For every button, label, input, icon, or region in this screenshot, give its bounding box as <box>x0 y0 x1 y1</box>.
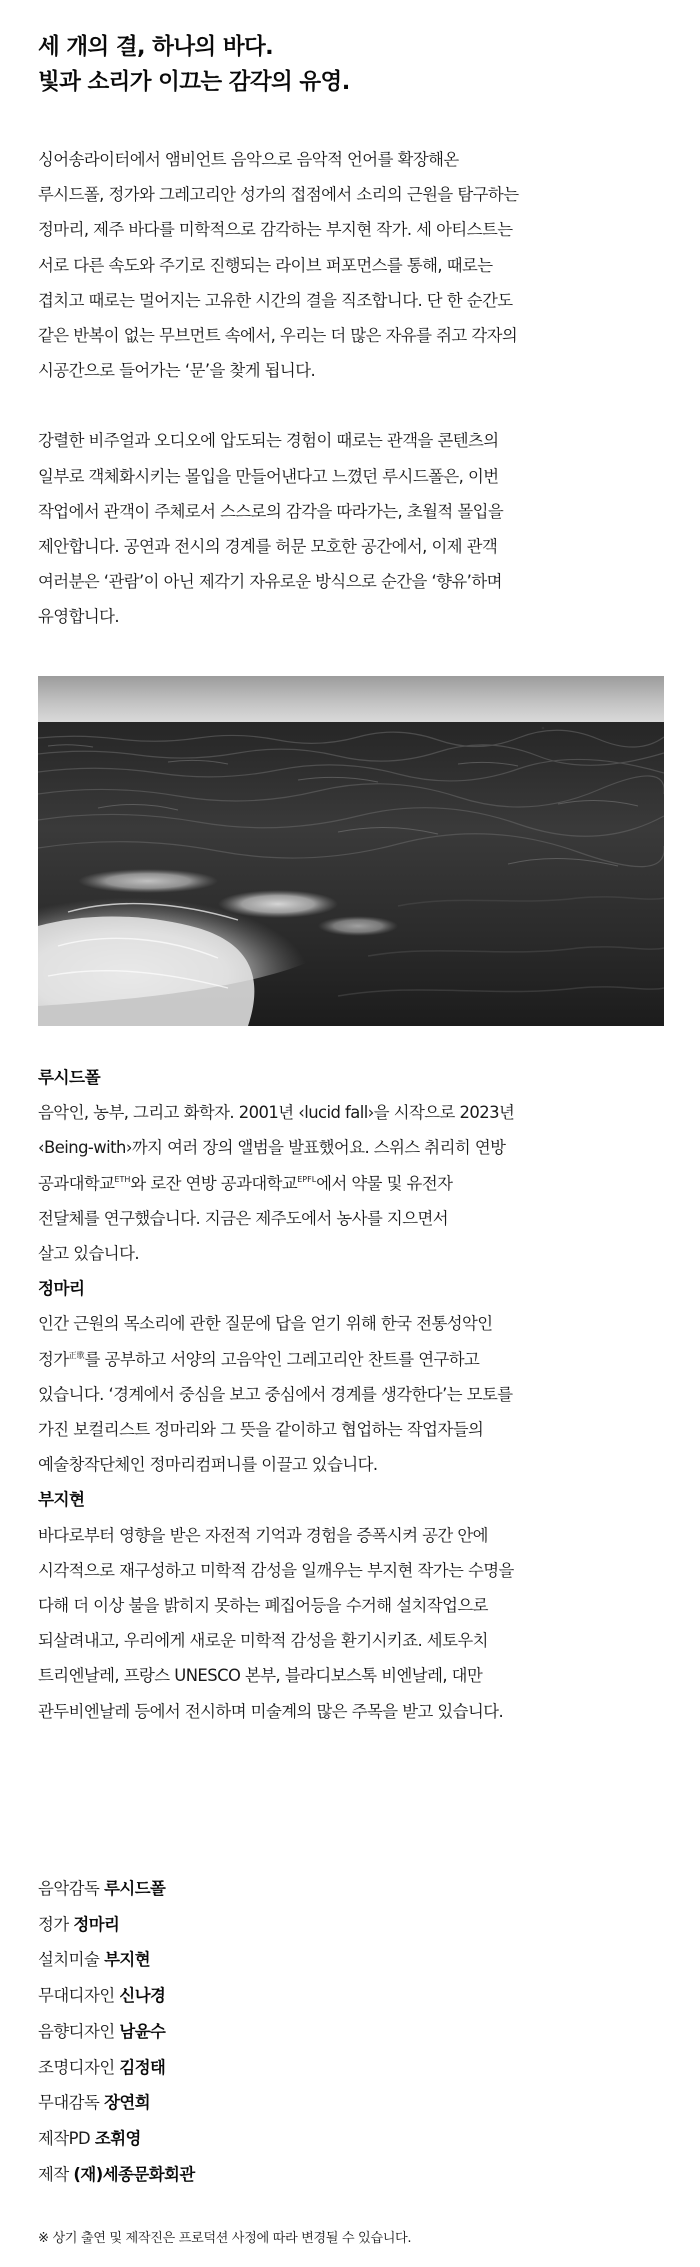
credits-list <box>38 1871 668 2192</box>
intro-line: 같은 반복이 없는 무브먼트 속에서, 우리는 더 많은 자유를 쥐고 각자의 <box>38 326 518 346</box>
headline <box>38 30 668 100</box>
artist-bio <box>38 1306 668 1482</box>
credit-name: 루시드폴 <box>104 1879 166 1898</box>
bio-line: 예술창작단체인 정마리컴퍼니를 이끌고 있습니다. <box>38 1455 378 1475</box>
intro-line: 서로 다른 속도와 주기로 진행되는 라이브 퍼포먼스를 통해, 때로는 <box>38 255 493 275</box>
bio-line: 되살려내고, 우리에게 새로운 미학적 감성을 환기시키죠. 세토우치 <box>38 1631 488 1651</box>
credit-row <box>38 2121 668 2157</box>
intro-line: 싱어송라이터에서 앰비언트 음악으로 음악적 언어를 확장해온 <box>38 150 459 169</box>
change-notice: ※ 상기 출연 및 제작진은 프로덕션 사정에 따라 변경될 수 있습니다. <box>38 2231 412 2246</box>
credit-name: 남윤수 <box>119 2021 166 2041</box>
credit-role: 정가 <box>38 1914 69 1934</box>
credit-role: 제작PD <box>38 2128 91 2148</box>
superscript: ETH <box>114 1174 131 1184</box>
intro-paragraph <box>38 423 668 634</box>
credit-row <box>38 1978 668 2014</box>
credit-name: 장연희 <box>104 2093 151 2113</box>
credit-name: 김정태 <box>119 2057 166 2077</box>
headline-line: 빛과 소리가 이끄는 감각의 유영. <box>38 69 350 95</box>
bio-line: 음악인, 농부, 그리고 화학자. 2001년 ‹lucid fall›을 시작으로 2023년 <box>38 1103 515 1123</box>
bio-line <box>38 1166 668 1201</box>
intro-line: 시공간으로 들어가는 ‘문’을 찾게 됩니다. <box>38 361 316 381</box>
bio-line: 가진 보컬리스트 정마리와 그 뜻을 같이하고 협업하는 작업자들의 <box>38 1420 484 1440</box>
credit-row <box>38 1871 668 1907</box>
credit-role: 조명디자인 <box>38 2057 115 2077</box>
bio-text: 정가 <box>38 1349 69 1369</box>
intro-paragraph <box>38 142 668 388</box>
bio-text: 에서 약물 및 유전자 <box>316 1173 453 1193</box>
bio-line: 전달체를 연구했습니다. 지금은 제주도에서 농사를 지으면서 <box>38 1208 449 1228</box>
bio-line <box>38 1342 668 1377</box>
intro-line: 제안합니다. 공연과 전시의 경계를 허문 모호한 공간에서, 이제 관객 <box>38 537 498 557</box>
artist-block <box>38 1482 668 1728</box>
bio-line: 시각적으로 재구성하고 미학적 감성을 일깨우는 부지현 작가는 수명을 <box>38 1560 514 1580</box>
artist-block <box>38 1060 668 1271</box>
credit-role: 제작 <box>38 2164 69 2184</box>
credit-name: 정마리 <box>73 1914 120 1934</box>
credit-row <box>38 2014 668 2050</box>
bio-line: 다해 더 이상 불을 밝히지 못하는 폐집어등을 수거해 설치작업으로 <box>38 1596 488 1616</box>
intro-line: 여러분은 ‘관람’이 아닌 제각기 자유로운 방식으로 순간을 ‘향유’하며 <box>38 572 502 592</box>
program-page <box>38 30 668 2246</box>
intro-line: 강렬한 비주얼과 오디오에 압도되는 경험이 때로는 관객을 콘텐츠의 <box>38 431 499 451</box>
artist-name: 루시드폴 <box>38 1068 101 1087</box>
credit-row <box>38 1907 668 1943</box>
credit-name: (재)세종문화회관 <box>73 2164 195 2184</box>
intro-line: 작업에서 관객이 주체로서 스스로의 감각을 따라가는, 초월적 몰입을 <box>38 501 504 521</box>
bio-text: 공과대학교 <box>38 1173 115 1193</box>
bio-line: 인간 근원의 목소리에 관한 질문에 답을 얻기 위해 한국 전통성악인 <box>38 1314 493 1334</box>
bio-text: 와 로잔 연방 공과대학교 <box>130 1173 298 1193</box>
intro-line: 일부로 객체화시키는 몰입을 만들어낸다고 느꼈던 루시드폴은, 이번 <box>38 466 499 486</box>
bio-line: 있습니다. ‘경계에서 중심을 보고 중심에서 경계를 생각한다’는 모토를 <box>38 1384 513 1404</box>
artist-name: 부지현 <box>38 1490 85 1510</box>
credit-row <box>38 2157 668 2193</box>
credit-role: 설치미술 <box>38 1950 100 1970</box>
credit-name: 조휘영 <box>94 2128 141 2148</box>
bio-line: 살고 있습니다. <box>38 1244 140 1264</box>
artist-bio <box>38 1518 668 1729</box>
credit-name: 부지현 <box>104 1950 151 1970</box>
credit-role: 무대디자인 <box>38 1986 115 2006</box>
credit-role: 음향디자인 <box>38 2021 115 2041</box>
artist-block <box>38 1271 668 1482</box>
intro-line: 유영합니다. <box>38 607 120 627</box>
superscript: 正歌 <box>68 1350 85 1360</box>
headline-line: 세 개의 결, 하나의 바다. <box>38 34 274 60</box>
artist-bio <box>38 1095 668 1271</box>
credit-role: 음악감독 <box>38 1879 100 1898</box>
bio-text: 를 공부하고 서양의 고음악인 그레고리안 찬트를 연구하고 <box>84 1349 480 1369</box>
artist-section <box>38 1060 668 1729</box>
superscript: EPFL <box>297 1174 317 1184</box>
intro-line: 겹치고 때로는 멀어지는 고유한 시간의 결을 직조합니다. 단 한 순간도 <box>38 290 513 310</box>
bio-line: 관두비엔날레 등에서 전시하며 미술계의 많은 주목을 받고 있습니다. <box>38 1701 504 1721</box>
intro-line: 정마리, 제주 바다를 미학적으로 감각하는 부지현 작가. 세 아티스트는 <box>38 220 513 240</box>
credit-role: 무대감독 <box>38 2093 100 2113</box>
credit-row <box>38 2050 668 2086</box>
intro-line: 루시드폴, 정가와 그레고리안 성가의 접점에서 소리의 근원을 탐구하는 <box>38 185 519 205</box>
credit-row <box>38 2085 668 2121</box>
bio-line: 트리엔날레, 프랑스 UNESCO 본부, 블라디보스톡 비엔날레, 대만 <box>38 1666 483 1686</box>
credit-name: 신나경 <box>119 1986 166 2006</box>
sea-photo <box>38 676 664 1026</box>
bio-line: ‹Being-with›까지 여러 장의 앨범을 발표했어요. 스위스 취리히 연방 <box>38 1138 506 1158</box>
credit-row <box>38 1942 668 1978</box>
artist-name: 정마리 <box>38 1279 85 1299</box>
bio-line: 바다로부터 영향을 받은 자전적 기억과 경험을 증폭시켜 공간 안에 <box>38 1525 488 1545</box>
